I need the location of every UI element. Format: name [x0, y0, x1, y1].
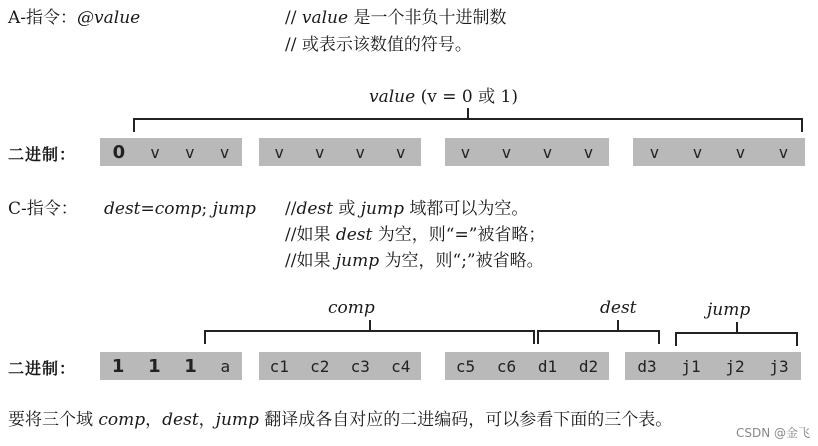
- bit: v: [314, 142, 325, 162]
- bit: c3: [350, 356, 370, 376]
- c-brace-comp-label: comp: [328, 298, 375, 318]
- c-comment-3-pre: //如果: [285, 251, 336, 271]
- watermark: CSDN @金飞: [735, 426, 810, 440]
- a-brace-label-rest: (v = 0 或 1): [415, 87, 518, 107]
- c-syntax-comp: comp: [154, 199, 202, 219]
- bit: c4: [391, 356, 411, 376]
- c-syntax-eq: =: [140, 199, 155, 219]
- c-instruction-syntax: [104, 199, 256, 219]
- c-comment-2-i: dest: [335, 225, 373, 245]
- c-binary-group-2: [259, 352, 421, 380]
- c-brace-dest-label: dest: [600, 298, 637, 318]
- footer-sep-2: ，: [198, 410, 216, 430]
- c-comment-1-pre: //: [285, 199, 297, 219]
- bit: v: [542, 142, 553, 162]
- bit: d1: [537, 356, 558, 376]
- bit: v: [184, 142, 195, 162]
- bit: j2: [725, 356, 745, 376]
- footer-pre: 要将三个域: [8, 410, 99, 430]
- c-comment-2: [285, 225, 545, 245]
- c-syntax-semi: ;: [201, 199, 213, 219]
- c-brace-comp-center: [369, 320, 371, 332]
- a-binary-group-4: [633, 138, 805, 166]
- c-comment-3-post: 为空，则“;”被省略。: [379, 251, 544, 271]
- footer-sep-1: ，: [145, 410, 163, 430]
- footer-text: [8, 410, 672, 430]
- bit: v: [460, 142, 471, 162]
- bit: v: [501, 142, 512, 162]
- a-brace-label-italic: value: [369, 87, 416, 107]
- c-comment-1-mid: 或: [332, 199, 361, 219]
- a-instruction-label: A-指令：: [8, 8, 78, 28]
- c-brace-jump-right: [796, 332, 798, 346]
- a-binary-group-3: [445, 138, 609, 166]
- a-instruction-header: [8, 8, 140, 28]
- bit: j3: [769, 356, 789, 376]
- bit: 1: [148, 355, 161, 377]
- bit: a: [220, 356, 231, 376]
- a-brace-center-tick: [467, 108, 469, 120]
- c-binary-group-1: [100, 352, 242, 380]
- bit: v: [150, 142, 160, 162]
- a-binary-label: 二进制：: [8, 145, 77, 164]
- footer-post: 翻译成各自对应的二进编码，可以参看下面的三个表。: [258, 410, 673, 430]
- bit: c2: [310, 356, 330, 376]
- c-brace-jump-left: [675, 332, 677, 346]
- bit: v: [692, 142, 703, 162]
- a-brace-label: [369, 87, 518, 107]
- bit: d2: [578, 356, 599, 376]
- a-brace-left-tick: [133, 118, 135, 132]
- c-instruction-label: C-指令：: [8, 199, 78, 219]
- footer-comp: comp: [98, 410, 146, 430]
- bit: c1: [269, 356, 289, 376]
- c-brace-dest-bar: [537, 330, 660, 332]
- c-brace-comp-left: [204, 330, 206, 344]
- bit: c6: [496, 356, 517, 376]
- bit: v: [735, 142, 746, 162]
- c-comment-1: [285, 199, 528, 219]
- c-comment-2-pre: //如果: [285, 225, 336, 245]
- a-comment-1-pre: //: [285, 8, 302, 28]
- c-binary-group-3: [445, 352, 609, 380]
- c-comment-1-post: 域都可以为空。: [404, 199, 529, 219]
- a-comment-1: [285, 8, 506, 28]
- c-binary-group-4: [625, 352, 801, 380]
- c-comment-3-i: jump: [335, 251, 380, 271]
- bit: v: [219, 142, 230, 162]
- bit: j1: [681, 356, 701, 376]
- bit: v: [395, 142, 406, 162]
- c-brace-comp-right: [533, 330, 535, 344]
- bit: c5: [455, 356, 476, 376]
- a-binary-group-2: [259, 138, 421, 166]
- bit: 1: [184, 355, 197, 377]
- footer-jump: jump: [215, 410, 259, 430]
- footer-dest: dest: [162, 410, 199, 430]
- a-brace-right-tick: [801, 118, 803, 132]
- c-syntax-dest: dest: [104, 199, 141, 219]
- c-comment-2-post: 为空，则“=”被省略；: [372, 225, 546, 245]
- c-comment-1-i1: dest: [296, 199, 333, 219]
- bit: v: [778, 142, 789, 162]
- bit: v: [274, 142, 285, 162]
- a-comment-1-italic: value: [301, 8, 349, 28]
- c-binary-label: 二进制：: [8, 359, 77, 378]
- bit: 1: [111, 355, 125, 377]
- a-comment-2: // 或表示该数值的符号。: [285, 35, 472, 55]
- bit: 0: [112, 141, 126, 163]
- c-brace-dest-right: [658, 330, 660, 344]
- c-comment-1-i2: jump: [360, 199, 405, 219]
- c-brace-dest-center: [617, 320, 619, 332]
- a-comment-1-post: 是一个非负十进制数: [348, 8, 507, 28]
- a-instruction-syntax: @value: [77, 8, 141, 28]
- a-binary-group-1: [100, 138, 242, 166]
- c-syntax-jump: jump: [212, 199, 256, 219]
- c-brace-jump-label: jump: [707, 300, 751, 320]
- c-comment-3: [285, 251, 544, 271]
- bit: v: [355, 142, 366, 162]
- bit: v: [649, 142, 660, 162]
- bit: d3: [637, 356, 657, 376]
- c-brace-dest-left: [537, 330, 539, 344]
- bit: v: [583, 142, 594, 162]
- c-brace-jump-center: [736, 322, 738, 334]
